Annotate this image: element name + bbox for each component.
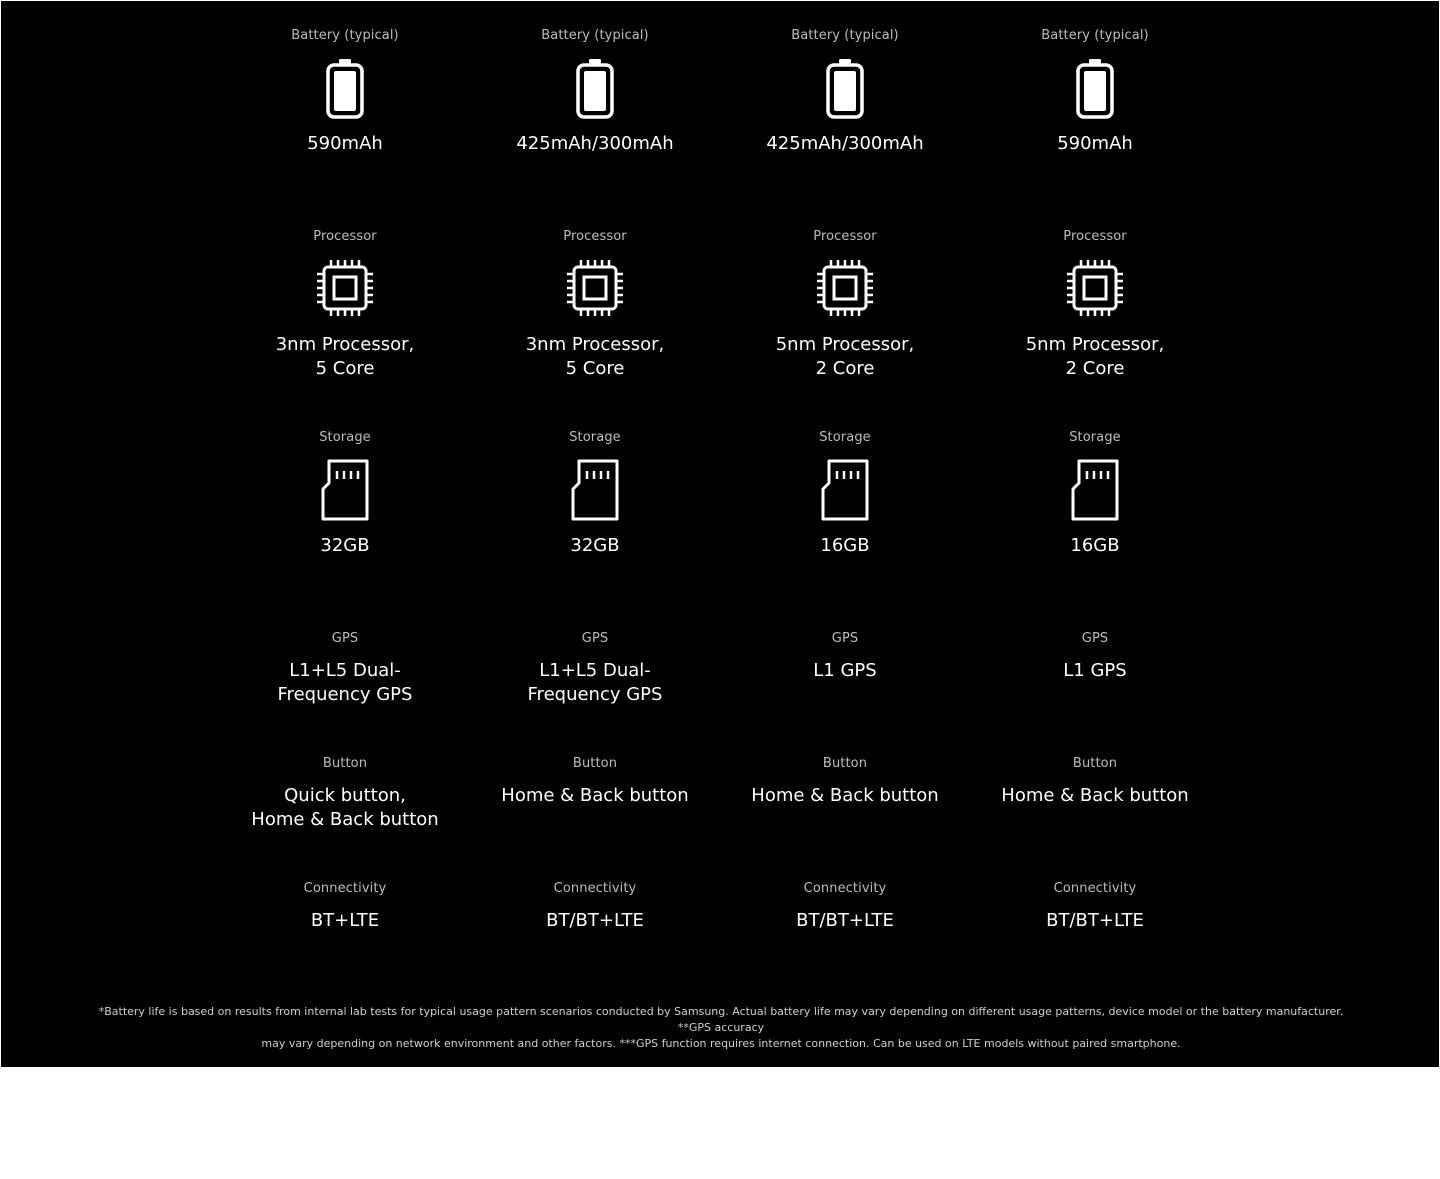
processor-chip-icon <box>815 258 875 322</box>
processor-label: Processor <box>813 229 877 244</box>
battery-icon <box>565 57 625 121</box>
processor-label: Processor <box>313 229 377 244</box>
spec-column-1 <box>220 1 470 991</box>
battery-value: 425mAh/300mAh <box>516 133 674 154</box>
processor-value: 5nm Processor, 2 Core <box>1025 334 1165 379</box>
disclaimer-line-2: may vary depending on network environment and other factors. ***GPS function requires internet connection. Can be used on LTE models without paired smartphone. <box>261 1037 1181 1050</box>
gps-label: GPS <box>1081 631 1109 646</box>
button-value: Quick button, Home & Back button <box>251 785 439 830</box>
battery-label: Battery (typical) <box>541 28 649 43</box>
storage-value: 16GB <box>820 535 870 556</box>
disclaimer-line-1: *Battery life is based on results from internal lab tests for typical usage pattern scenarios conducted by Samsung. Actual battery life may vary depending on different usage patterns, device model or the battery manufacturer. **GPS accuracy <box>98 1005 1344 1034</box>
battery-value: 425mAh/300mAh <box>766 133 924 154</box>
storage-label: Storage <box>1069 430 1121 445</box>
spec-column-2 <box>470 1 720 991</box>
connectivity-value: BT+LTE <box>310 910 380 931</box>
battery-label: Battery (typical) <box>291 28 399 43</box>
memory-card-icon <box>565 459 625 523</box>
button-value: Home & Back button <box>1001 785 1189 806</box>
gps-value: L1 GPS <box>1063 660 1127 681</box>
battery-label: Battery (typical) <box>791 28 899 43</box>
gps-value: L1 GPS <box>813 660 877 681</box>
gps-label: GPS <box>831 631 859 646</box>
button-value: Home & Back button <box>501 785 689 806</box>
button-label: Button <box>822 756 868 771</box>
button-label: Button <box>1072 756 1118 771</box>
gps-value: L1+L5 Dual- Frequency GPS <box>527 660 663 705</box>
disclaimer-footnote <box>81 1004 1361 1052</box>
spec-column-3 <box>720 1 970 991</box>
storage-value: 16GB <box>1070 535 1120 556</box>
connectivity-value: BT/BT+LTE <box>796 910 894 931</box>
connectivity-value: BT/BT+LTE <box>546 910 644 931</box>
button-label: Button <box>322 756 368 771</box>
battery-icon <box>815 57 875 121</box>
processor-chip-icon <box>1065 258 1125 322</box>
storage-label: Storage <box>319 430 371 445</box>
processor-value: 3nm Processor, 5 Core <box>275 334 415 379</box>
battery-value: 590mAh <box>307 133 383 154</box>
storage-value: 32GB <box>320 535 370 556</box>
battery-value: 590mAh <box>1057 133 1133 154</box>
spec-column-4 <box>970 1 1220 991</box>
battery-label: Battery (typical) <box>1041 28 1149 43</box>
memory-card-icon <box>815 459 875 523</box>
storage-label: Storage <box>569 430 621 445</box>
processor-value: 5nm Processor, 2 Core <box>775 334 915 379</box>
gps-label: GPS <box>331 631 359 646</box>
gps-label: GPS <box>581 631 609 646</box>
memory-card-icon <box>1065 459 1125 523</box>
gps-value: L1+L5 Dual- Frequency GPS <box>277 660 413 705</box>
connectivity-value: BT/BT+LTE <box>1046 910 1144 931</box>
connectivity-label: Connectivity <box>553 881 637 896</box>
connectivity-label: Connectivity <box>803 881 887 896</box>
connectivity-label: Connectivity <box>1053 881 1137 896</box>
memory-card-icon <box>315 459 375 523</box>
processor-chip-icon <box>315 258 375 322</box>
storage-label: Storage <box>819 430 871 445</box>
battery-icon <box>1065 57 1125 121</box>
button-value: Home & Back button <box>751 785 939 806</box>
button-label: Button <box>572 756 618 771</box>
processor-chip-icon <box>565 258 625 322</box>
spec-comparison-panel <box>1 1 1439 1067</box>
battery-icon <box>315 57 375 121</box>
processor-label: Processor <box>563 229 627 244</box>
storage-value: 32GB <box>570 535 620 556</box>
processor-value: 3nm Processor, 5 Core <box>525 334 665 379</box>
processor-label: Processor <box>1063 229 1127 244</box>
connectivity-label: Connectivity <box>303 881 387 896</box>
